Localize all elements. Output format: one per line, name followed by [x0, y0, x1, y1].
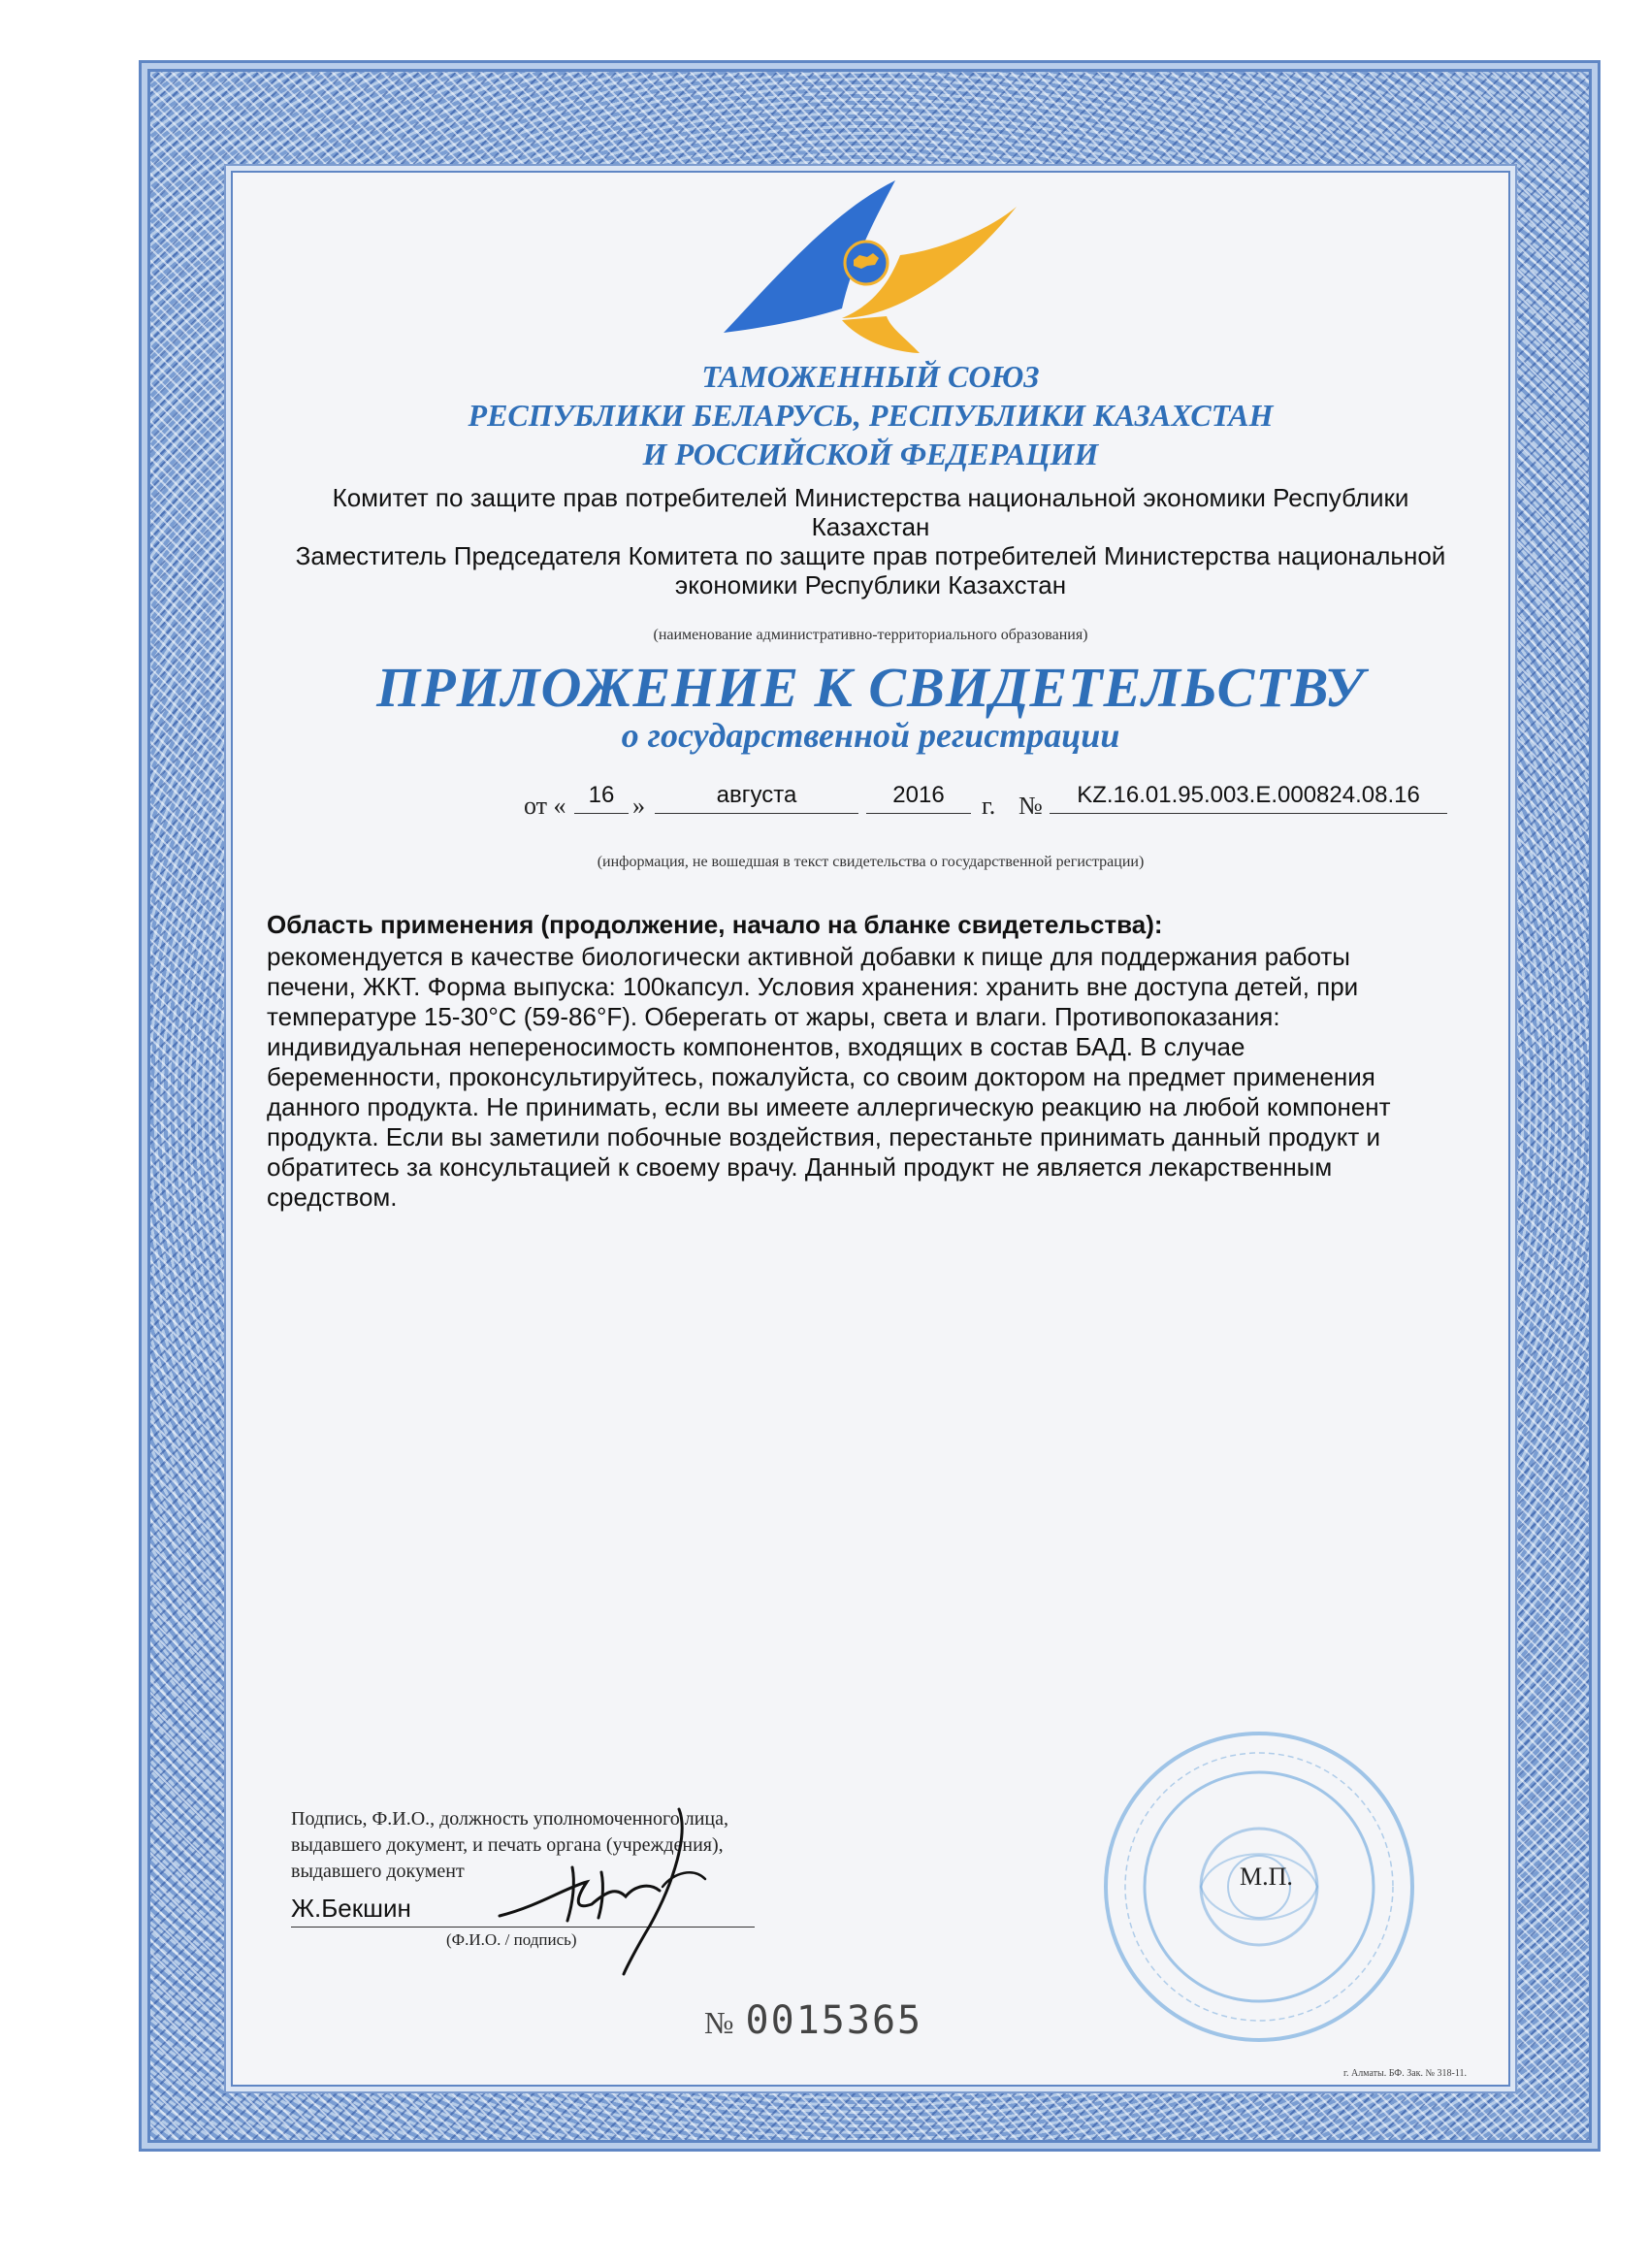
seal-place-label: М.П.	[1240, 1863, 1293, 1891]
issuing-authority	[233, 483, 1508, 599]
eurasian-union-emblem-icon	[696, 173, 1036, 357]
date-year: 2016	[866, 782, 971, 814]
signature-caption-line-3: выдавшего документ	[291, 1861, 465, 1882]
scope-line: температуре 15-30°C (59-86°F). Оберегать от жары, света и влаги. Противопоказания:	[267, 1002, 1280, 1031]
form-serial-number	[704, 1998, 922, 2043]
signature-line-caption: (Ф.И.О. / подпись)	[446, 1930, 577, 1949]
scope-line: беременности, проконсультируйтесь, пожалуйста, со своим доктором на предмет применения	[267, 1062, 1375, 1091]
year-suffix: г.	[982, 792, 996, 820]
date-month: августа	[655, 782, 858, 814]
number-sign: №	[1018, 792, 1043, 820]
scope-line: продукта. Если вы заметили побочные воздействия, перестаньте принимать данный продукт и	[267, 1122, 1381, 1151]
authority-line-1: Комитет по защите прав потребителей Министерства национальной экономики Республики	[332, 483, 1409, 512]
serial-number-sign: №	[704, 2005, 734, 2040]
union-line-3: И РОССИЙСКОЙ ФЕДЕРАЦИИ	[642, 437, 1099, 471]
scope-line: индивидуальная непереносимость компонентов, входящих в состав БАД. В случае	[267, 1032, 1245, 1061]
authority-line-3: Заместитель Председателя Комитета по защите прав потребителей Министерства национальной	[295, 541, 1446, 570]
registration-number: KZ.16.01.95.003.E.000824.08.16	[1050, 782, 1447, 814]
scope-line: данного продукта. Не принимать, если вы имеете аллергическую реакцию на любой компонент	[267, 1092, 1391, 1121]
signature-caption-line-2: выдавшего документ, и печать органа (учреждения),	[291, 1834, 724, 1856]
date-day: 16	[574, 782, 629, 814]
union-line-1: ТАМОЖЕННЫЙ СОЮЗ	[701, 359, 1040, 394]
info-caption: (информация, не вошедшая в текст свидетельства о государственной регистрации)	[597, 854, 1145, 870]
printer-note: г. Алматы. БФ. Зак. № 318-11.	[1343, 2068, 1468, 2079]
scope-line: средством.	[267, 1183, 398, 1212]
signer-name: Ж.Бекшин	[291, 1894, 411, 1923]
scope-line: рекомендуется в качестве биологически активной добавки к пище для поддержания работы	[267, 942, 1350, 971]
authority-line-2: Казахстан	[811, 512, 930, 541]
admin-caption: (наименование административно-территориального образования)	[653, 627, 1088, 643]
authority-line-4: экономики Республики Казахстан	[674, 570, 1067, 599]
date-from-label: от «	[524, 792, 566, 820]
scope-section	[267, 910, 1489, 1213]
date-close-quote: »	[632, 792, 645, 820]
document-subtitle: о государственной регистрации	[621, 716, 1120, 755]
signature-caption-line-1: Подпись, Ф.И.О., должность уполномоченного лица,	[291, 1808, 728, 1830]
serial-number: 0015365	[745, 1998, 923, 2043]
scope-line: печени, ЖКТ. Форма выпуска: 100капсул. Условия хранения: хранить вне доступа детей, при	[267, 972, 1359, 1001]
handwritten-signature	[480, 1790, 761, 1979]
scope-line: обратитесь за консультацией к своему врачу. Данный продукт не является лекарственным	[267, 1152, 1333, 1182]
union-line-2: РЕСПУБЛИКИ БЕЛАРУСЬ, РЕСПУБЛИКИ КАЗАХСТАН	[468, 398, 1274, 433]
customs-union-title	[233, 357, 1508, 473]
document-title: ПРИЛОЖЕНИЕ К СВИДЕТЕЛЬСТВУ	[376, 656, 1365, 719]
scope-heading: Область применения (продолжение, начало на бланке свидетельства):	[267, 910, 1163, 939]
